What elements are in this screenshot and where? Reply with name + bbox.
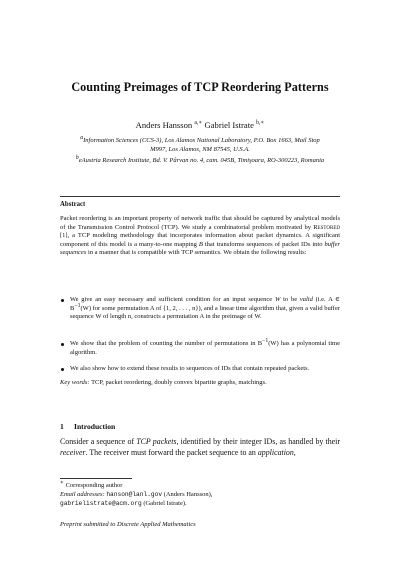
footnote-rule (60, 478, 132, 479)
email-link-2[interactable]: gabrielistrate@acm.org (60, 500, 142, 507)
abstract-results-list (60, 296, 340, 322)
footnote-emails-2: gabrielistrate@acm.org (Gabriel Istrate). (60, 500, 187, 507)
author-2-name: Gabriel Istrate (204, 120, 254, 130)
affiliation-b-mark: b (75, 154, 79, 161)
footnote-emails: Email addresses: hanson@lanl.gov (Anders Hansson), (60, 491, 213, 498)
paper-title: Counting Preimages of TCP Reordering Patterns (71, 80, 329, 94)
email-link-1[interactable]: hanson@lanl.gov (106, 491, 163, 498)
section-heading-introduction (60, 422, 115, 431)
affiliation-b-text: eAustria Research Institute, Bd. V. Pârvan no. 4, cam. 045B, Timişoara, RO-300223, Romania (78, 157, 325, 164)
affiliation-a-mark: a (80, 134, 84, 141)
footnote-corresponding: ∗ Corresponding author (60, 479, 123, 489)
abstract-results-list-3 (60, 365, 340, 374)
affiliation-a (72, 134, 328, 154)
result-bullet-3: We also show how to extend these results to sequences of IDs that contain repeated packets. (60, 365, 340, 374)
abstract-top-rule (60, 196, 340, 197)
keywords-text: TCP, packet reordering, doubly convex bipartite graphs, matchings. (91, 379, 267, 386)
author-1-name: Anders Hansson (135, 120, 193, 130)
author-1-affil-mark: a,∗ (194, 120, 203, 127)
abstract-heading: Abstract (60, 201, 86, 208)
section-title: Introduction (74, 422, 116, 431)
keywords-label: Key words: (60, 379, 90, 386)
buffer-sequences-term: buffer sequences (60, 240, 340, 257)
bullet-dot-icon (61, 343, 64, 346)
intro-paragraph: Consider a sequence of TCP packets, identified by their integer IDs, as handled by their receiver. The receiver must forward the packet sequence to an application, (60, 437, 340, 457)
author-line (0, 120, 400, 130)
abstract-results-list-2 (60, 337, 340, 357)
restored-term: Restored (313, 223, 340, 231)
bullet-dot-icon (61, 299, 64, 302)
section-number: 1 (60, 422, 64, 431)
author-2-affil-mark: b,∗ (256, 120, 265, 127)
bullet-dot-icon (61, 368, 64, 371)
result-bullet-2: We show that the problem of counting the number of permutations in B−1(W) has a polynomial time algorithm. (60, 340, 340, 357)
affiliation-a-text: Information Sciences (CCS-3), Los Alamos National Laboratory, P.O. Box 1663, Mail Stop M997, Los Alamos, NM 87545, U.S.A. (83, 137, 320, 153)
keywords (60, 379, 340, 388)
result-bullet-1: We give an easy necessary and sufficient condition for an input sequence W to be valid (i.e. A ∈ B−1(W) for some permutation A of {1, 2, . . . , n}), and a linear time algorithm that, given a valid buffer sequence W of length n, constructs a permutation A in the preimage of W. (60, 296, 340, 322)
affiliation-b (72, 154, 328, 166)
preprint-notice: Preprint submitted to Discrete Applied Mathematics (60, 521, 196, 528)
footnote (60, 481, 340, 508)
abstract-paragraph: Packet reordering is an important property of network traffic that should be captured by analytical models of the Transmission Control Protocol (TCP). We study a combinatorial problem motivated by Restored [1], a TCP modeling methodology that incorporates information about packet dynamics. A significant component of this model is a many-to-one mapping B that transforms sequences of packet IDs into buffer sequences in a manner that is compatible with TCP semantics. We obtain the following results: (60, 215, 340, 257)
